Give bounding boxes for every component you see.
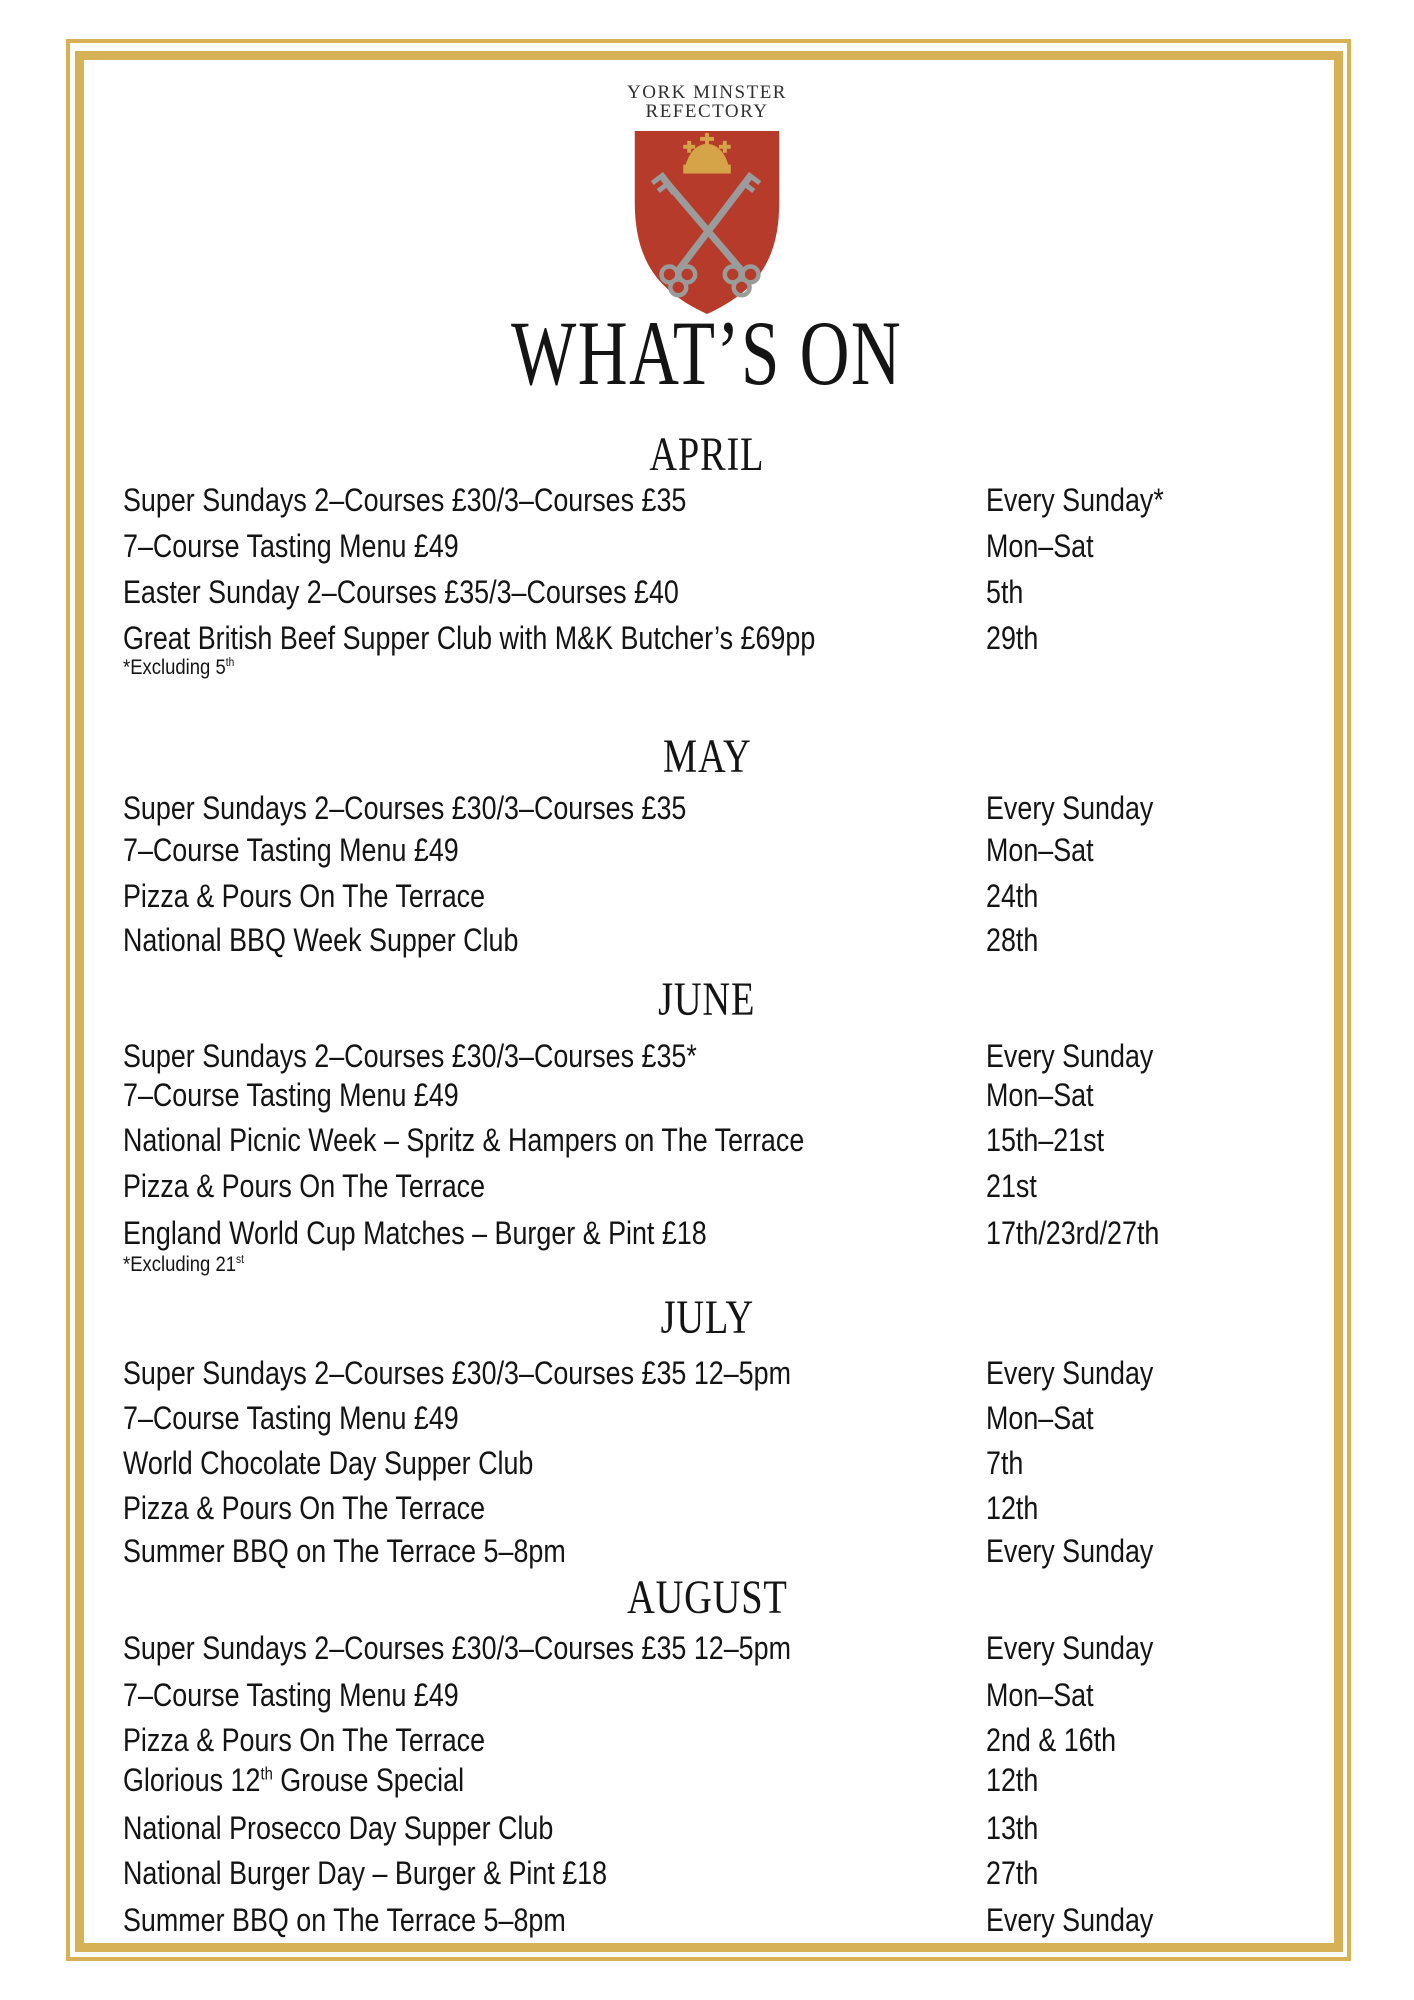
event-row (0, 1216, 1414, 1252)
page-title-text: WHAT’S ON (511, 302, 903, 404)
event-date: 12th (986, 1762, 1039, 1798)
event-date: Mon–Sat (986, 832, 1094, 868)
event-name-part: Glorious 12 (123, 1762, 261, 1798)
event-name: National Prosecco Day Supper Club (123, 1810, 554, 1846)
event-name: National BBQ Week Supper Club (123, 922, 519, 958)
event-date: Every Sunday (986, 1038, 1154, 1074)
footnote-superscript: st (236, 1254, 244, 1266)
event-name: 7–Course Tasting Menu £49 (123, 1077, 459, 1113)
brand-line-york-minster: YORK MINSTER (627, 82, 787, 103)
month-heading (0, 428, 1414, 481)
event-row (0, 1123, 1414, 1159)
event-row (0, 1678, 1414, 1714)
event-date: 27th (986, 1855, 1039, 1891)
event-date: 15th–21st (986, 1122, 1105, 1158)
event-name: Easter Sunday 2–Courses £35/3–Courses £40 (123, 574, 679, 610)
event-date: 13th (986, 1810, 1039, 1846)
event-name: Pizza & Pours On The Terrace (123, 878, 486, 914)
event-row (0, 791, 1414, 827)
brand-line-refectory: REFECTORY (645, 101, 769, 122)
footnote-text: *Excluding 21 (123, 1253, 237, 1276)
event-date: Mon–Sat (986, 528, 1094, 564)
event-row (0, 923, 1414, 959)
event-row (0, 483, 1414, 519)
event-date: Mon–Sat (986, 1400, 1094, 1436)
footnote-text: *Excluding 5 (123, 656, 226, 679)
event-row (0, 1446, 1414, 1482)
event-row (0, 1811, 1414, 1847)
event-row (0, 879, 1414, 915)
event-row (0, 1039, 1414, 1075)
event-date: 24th (986, 878, 1039, 914)
month-heading-text: APRIL (649, 428, 765, 481)
month-heading-text: MAY (662, 730, 752, 783)
york-minster-crest-logo (632, 129, 782, 317)
event-row (0, 1903, 1414, 1939)
month-heading (0, 1291, 1414, 1344)
event-date: Every Sunday (986, 790, 1154, 826)
event-name: Super Sundays 2–Courses £30/3–Courses £35 (123, 482, 687, 518)
event-name: Pizza & Pours On The Terrace (123, 1490, 486, 1526)
event-row (0, 1169, 1414, 1205)
event-row (0, 621, 1414, 657)
event-row (0, 529, 1414, 565)
event-date: 7th (986, 1445, 1024, 1481)
event-date: Every Sunday (986, 1355, 1154, 1391)
footnote (123, 1254, 244, 1276)
event-date: 28th (986, 922, 1039, 958)
event-row (0, 1491, 1414, 1527)
event-date: 21st (986, 1168, 1037, 1204)
footnote-superscript: th (225, 657, 235, 669)
event-name: England World Cup Matches – Burger & Pint £18 (123, 1215, 707, 1251)
event-date: Every Sunday (986, 1630, 1154, 1666)
event-name: Super Sundays 2–Courses £30/3–Courses £35* (123, 1038, 697, 1074)
month-heading (0, 1571, 1414, 1624)
event-name-superscript: th (260, 1763, 273, 1784)
event-name: Super Sundays 2–Courses £30/3–Courses £35 12–5pm (123, 1630, 791, 1666)
event-date: 29th (986, 620, 1039, 656)
event-name (123, 1763, 464, 1797)
event-date: Every Sunday (986, 1533, 1154, 1569)
event-row (0, 1856, 1414, 1892)
event-name: Summer BBQ on The Terrace 5–8pm (123, 1533, 566, 1569)
month-heading-text: AUGUST (626, 1571, 788, 1624)
event-row (0, 575, 1414, 611)
event-name: Super Sundays 2–Courses £30/3–Courses £35 (123, 790, 687, 826)
event-name-part: Grouse Special (272, 1762, 465, 1798)
event-row (0, 1356, 1414, 1392)
event-row (0, 1631, 1414, 1667)
month-heading-text: JULY (660, 1291, 754, 1344)
event-row (0, 833, 1414, 869)
event-row (0, 1534, 1414, 1570)
event-name: World Chocolate Day Supper Club (123, 1445, 534, 1481)
event-date: 2nd & 16th (986, 1722, 1117, 1758)
event-name: Great British Beef Supper Club with M&K Butcher’s £69pp (123, 620, 816, 656)
event-name: 7–Course Tasting Menu £49 (123, 1400, 459, 1436)
event-name: 7–Course Tasting Menu £49 (123, 528, 459, 564)
event-name: 7–Course Tasting Menu £49 (123, 1677, 459, 1713)
footnote (123, 657, 234, 679)
event-name: Super Sundays 2–Courses £30/3–Courses £35 12–5pm (123, 1355, 791, 1391)
event-date: 5th (986, 574, 1024, 610)
event-name: Pizza & Pours On The Terrace (123, 1168, 486, 1204)
event-date: Mon–Sat (986, 1077, 1094, 1113)
event-row (0, 1763, 1414, 1799)
event-date: 12th (986, 1490, 1039, 1526)
event-name: Summer BBQ on The Terrace 5–8pm (123, 1902, 566, 1938)
month-heading (0, 730, 1414, 783)
event-name: Pizza & Pours On The Terrace (123, 1722, 486, 1758)
event-row (0, 1401, 1414, 1437)
event-row (0, 1723, 1414, 1759)
event-name: National Picnic Week – Spritz & Hampers on The Terrace (123, 1122, 805, 1158)
event-date: Every Sunday (986, 1902, 1154, 1938)
event-name: 7–Course Tasting Menu £49 (123, 832, 459, 868)
page-title (0, 302, 1414, 404)
event-row (0, 1078, 1414, 1114)
event-date: Mon–Sat (986, 1677, 1094, 1713)
event-date: 17th/23rd/27th (986, 1215, 1160, 1251)
event-date: Every Sunday* (986, 482, 1164, 518)
month-heading (0, 973, 1414, 1026)
event-name: National Burger Day – Burger & Pint £18 (123, 1855, 608, 1891)
month-heading-text: JUNE (658, 973, 756, 1026)
